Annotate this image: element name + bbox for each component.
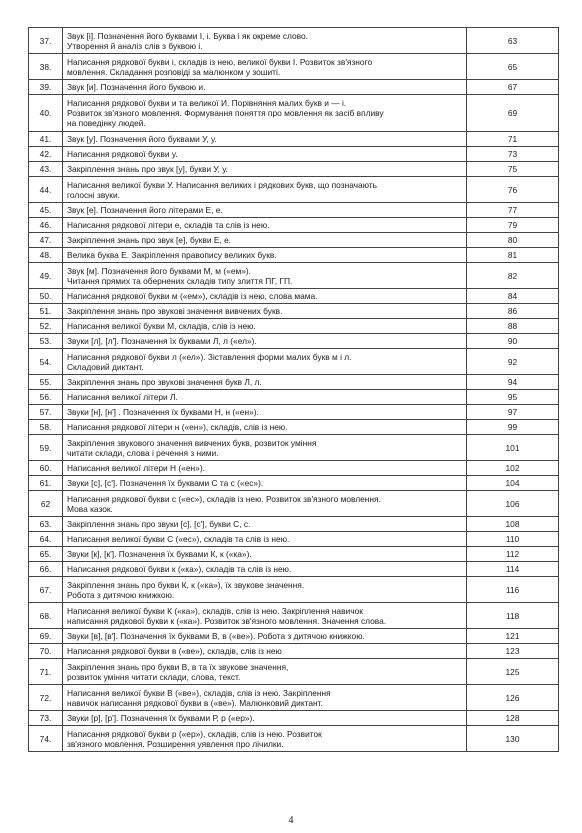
- table-row: [29, 435, 559, 461]
- lesson-page: 126: [467, 685, 559, 711]
- lesson-number: 39.: [29, 80, 63, 95]
- lesson-topic: Написання великої букви С («ес»), складів та слів із нею.: [63, 532, 467, 547]
- lesson-number: 45.: [29, 203, 63, 218]
- lesson-number: 58.: [29, 420, 63, 435]
- lesson-page: 82: [467, 263, 559, 289]
- lesson-number: 54.: [29, 349, 63, 375]
- lesson-page: 99: [467, 420, 559, 435]
- lesson-number: 69.: [29, 629, 63, 644]
- lesson-number: 40.: [29, 95, 63, 132]
- lesson-page: 125: [467, 659, 559, 685]
- table-row: [29, 726, 559, 752]
- table-row: [29, 532, 559, 547]
- contents-page: [28, 27, 558, 752]
- lesson-number: 51.: [29, 304, 63, 319]
- lesson-page: 65: [467, 54, 559, 80]
- lesson-number: 67.: [29, 577, 63, 603]
- table-row: [29, 547, 559, 562]
- lesson-number: 74.: [29, 726, 63, 752]
- lesson-page: 80: [467, 233, 559, 248]
- lesson-topic: Звуки [р], [р']. Позначення їх буквами Р, р («ер»).: [63, 711, 467, 726]
- lesson-page: 123: [467, 644, 559, 659]
- lesson-number: 53.: [29, 334, 63, 349]
- lesson-number: 71.: [29, 659, 63, 685]
- table-row: [29, 476, 559, 491]
- lesson-topic: Закріплення знань про звукові значення вивчених букв.: [63, 304, 467, 319]
- table-row: [29, 289, 559, 304]
- lesson-page: 101: [467, 435, 559, 461]
- table-row: [29, 203, 559, 218]
- lesson-number: 46.: [29, 218, 63, 233]
- table-row: [29, 517, 559, 532]
- lesson-page: 79: [467, 218, 559, 233]
- table-row: [29, 390, 559, 405]
- lessons-table-body: [29, 28, 559, 752]
- lesson-page: 97: [467, 405, 559, 420]
- lesson-topic: Написання рядкової букви і, складів із нею, великої букви І. Розвиток зв'язного мовлення. Складання розповіді за малюнком у зошиті.: [63, 54, 467, 80]
- lesson-page: 76: [467, 177, 559, 203]
- lesson-number: 47.: [29, 233, 63, 248]
- lesson-topic: Написання рядкової букви в («ве»), складів, слів із нею: [63, 644, 467, 659]
- lesson-page: 77: [467, 203, 559, 218]
- lesson-page: 110: [467, 532, 559, 547]
- lesson-page: 114: [467, 562, 559, 577]
- lesson-topic: Звуки [л], [л']. Позначення їх буквами Л, л («ел»).: [63, 334, 467, 349]
- lesson-number: 37.: [29, 28, 63, 54]
- lesson-number: 55.: [29, 375, 63, 390]
- lesson-number: 60.: [29, 461, 63, 476]
- lesson-topic: Звуки [в], [в']. Позначення їх буквами В, в («ве»). Робота з дитячою книжкою.: [63, 629, 467, 644]
- lesson-page: 73: [467, 147, 559, 162]
- lesson-number: 66.: [29, 562, 63, 577]
- lesson-page: 106: [467, 491, 559, 517]
- table-row: [29, 629, 559, 644]
- table-row: [29, 248, 559, 263]
- lesson-topic: Закріплення знань про звук [е], букви Е, е.: [63, 233, 467, 248]
- lesson-number: 68.: [29, 603, 63, 629]
- lesson-page: 116: [467, 577, 559, 603]
- lesson-topic: Написання великої літери Н («ен»).: [63, 461, 467, 476]
- lesson-topic: Звуки [с], [с']. Позначення їх буквами С та с («ес»).: [63, 476, 467, 491]
- table-row: [29, 80, 559, 95]
- lesson-page: 112: [467, 547, 559, 562]
- table-row: [29, 95, 559, 132]
- lesson-number: 59.: [29, 435, 63, 461]
- lesson-topic: Написання великої букви В («ве»), складів, слів із нею. Закріплення навичок написання рядкової букви в («ве»). Малюнковий диктант.: [63, 685, 467, 711]
- lesson-topic: Написання рядкової букви с («ес»), складів із нею. Розвиток зв'язного мовлення. Мова казок.: [63, 491, 467, 517]
- table-row: [29, 263, 559, 289]
- lesson-number: 56.: [29, 390, 63, 405]
- lesson-number: 49.: [29, 263, 63, 289]
- table-row: [29, 147, 559, 162]
- table-row: [29, 54, 559, 80]
- table-row: [29, 28, 559, 54]
- lesson-page: 81: [467, 248, 559, 263]
- lesson-number: 64.: [29, 532, 63, 547]
- lessons-table: [28, 27, 559, 752]
- table-row: [29, 659, 559, 685]
- lesson-page: 108: [467, 517, 559, 532]
- lesson-number: 38.: [29, 54, 63, 80]
- table-row: [29, 304, 559, 319]
- lesson-topic: Написання рядкової літери е, складів та слів із нею.: [63, 218, 467, 233]
- table-row: [29, 218, 559, 233]
- lesson-topic: Закріплення знань про звукові значення букв Л, л.: [63, 375, 467, 390]
- lesson-number: 41.: [29, 132, 63, 147]
- lesson-number: 42.: [29, 147, 63, 162]
- lesson-topic: Звук [м]. Позначення його буквами М, м («ем»). Читання прямих та обернених складів типу злиття ПГ, ГП.: [63, 263, 467, 289]
- lesson-page: 130: [467, 726, 559, 752]
- lesson-page: 104: [467, 476, 559, 491]
- lesson-page: 118: [467, 603, 559, 629]
- lesson-number: 62: [29, 491, 63, 517]
- page-number: 4: [288, 815, 294, 826]
- lesson-topic: Закріплення знань про букви К, к («ка»), їх звукове значення. Робота з дитячою книжкою.: [63, 577, 467, 603]
- lesson-number: 44.: [29, 177, 63, 203]
- table-row: [29, 461, 559, 476]
- table-row: [29, 375, 559, 390]
- table-row: [29, 177, 559, 203]
- lesson-topic: Написання рядкової літери н («ен»), складів, слів із нею.: [63, 420, 467, 435]
- lesson-topic: Написання великої літери Л.: [63, 390, 467, 405]
- lesson-topic: Звуки [к], [к']. Позначення їх буквами К, к («ка»).: [63, 547, 467, 562]
- lesson-topic: Написання великої букви У. Написання великих і рядкових букв, що позначають голосні звуки.: [63, 177, 467, 203]
- lesson-number: 65.: [29, 547, 63, 562]
- lesson-page: 92: [467, 349, 559, 375]
- lesson-number: 61.: [29, 476, 63, 491]
- table-row: [29, 644, 559, 659]
- lesson-page: 90: [467, 334, 559, 349]
- lesson-topic: Написання рядкової букви и та великої И. Порівняння малих букв и — і. Розвиток зв'язного мовлення. Формування поняття про мовлення як засіб впливу на поведінку людей.: [63, 95, 467, 132]
- lesson-page: 75: [467, 162, 559, 177]
- lesson-topic: Закріплення знань про букви В, в та їх звукове значення, розвиток уміння читати склади, слова, текст.: [63, 659, 467, 685]
- table-row: [29, 334, 559, 349]
- table-row: [29, 420, 559, 435]
- lesson-topic: Закріплення звукового значення вивчених букв, розвиток уміння читати склади, слова і речення з ними.: [63, 435, 467, 461]
- lesson-topic: Написання рядкової букви к («ка»), складів та слів із нею.: [63, 562, 467, 577]
- lesson-page: 102: [467, 461, 559, 476]
- lesson-page: 88: [467, 319, 559, 334]
- table-row: [29, 603, 559, 629]
- table-row: [29, 711, 559, 726]
- lesson-page: 95: [467, 390, 559, 405]
- lesson-number: 50.: [29, 289, 63, 304]
- lesson-number: 63.: [29, 517, 63, 532]
- lesson-page: 128: [467, 711, 559, 726]
- lesson-number: 70.: [29, 644, 63, 659]
- table-row: [29, 349, 559, 375]
- table-row: [29, 319, 559, 334]
- table-row: [29, 685, 559, 711]
- lesson-topic: Звук [і]. Позначення його буквами І, і. Буква і як окреме слово. Утворення й аналіз слів з буквою і.: [63, 28, 467, 54]
- lesson-number: 72.: [29, 685, 63, 711]
- lesson-page: 71: [467, 132, 559, 147]
- table-row: [29, 405, 559, 420]
- lesson-number: 73.: [29, 711, 63, 726]
- lesson-page: 121: [467, 629, 559, 644]
- table-row: [29, 233, 559, 248]
- table-row: [29, 562, 559, 577]
- lesson-page: 86: [467, 304, 559, 319]
- lesson-topic: Написання рядкової букви у.: [63, 147, 467, 162]
- lesson-topic: Закріплення знань про звуки [с], [с'], букви С, с.: [63, 517, 467, 532]
- lesson-topic: Написання великої букви М, складів, слів із нею.: [63, 319, 467, 334]
- lesson-topic: Звук [у]. Позначення його буквами У, у.: [63, 132, 467, 147]
- lesson-number: 57.: [29, 405, 63, 420]
- lesson-page: 94: [467, 375, 559, 390]
- table-row: [29, 491, 559, 517]
- lesson-topic: Звуки [н], [н'] . Позначення їх буквами Н, н («ен»).: [63, 405, 467, 420]
- lesson-number: 43.: [29, 162, 63, 177]
- lesson-topic: Написання рядкової букви м («ем»), складів із нею, слова мама.: [63, 289, 467, 304]
- lesson-topic: Звук [е]. Позначення його літерами Е, е.: [63, 203, 467, 218]
- lesson-number: 52.: [29, 319, 63, 334]
- table-row: [29, 132, 559, 147]
- lesson-topic: Написання великої букви К («ка»), складів, слів із нею. Закріплення навичок написання рядкової букви к («ка»). Розвиток зв'язного мовлення. Значення слова.: [63, 603, 467, 629]
- lesson-topic: Велика буква Е. Закріплення правопису великих букв.: [63, 248, 467, 263]
- lesson-page: 67: [467, 80, 559, 95]
- lesson-page: 63: [467, 28, 559, 54]
- lesson-topic: Закріплення знань про звук [у], букви У, у.: [63, 162, 467, 177]
- table-row: [29, 577, 559, 603]
- lesson-topic: Звук [и]. Позначення його буквою и.: [63, 80, 467, 95]
- lesson-number: 48.: [29, 248, 63, 263]
- lesson-topic: Написання рядкової букви р («ер»), складів, слів із нею. Розвиток зв'язного мовлення. Розширення уявлення про лічилки.: [63, 726, 467, 752]
- lesson-page: 69: [467, 95, 559, 132]
- table-row: [29, 162, 559, 177]
- lesson-page: 84: [467, 289, 559, 304]
- lesson-topic: Написання рядкової букви л («ел»). Зіставлення форми малих букв м і л. Складовий диктант.: [63, 349, 467, 375]
